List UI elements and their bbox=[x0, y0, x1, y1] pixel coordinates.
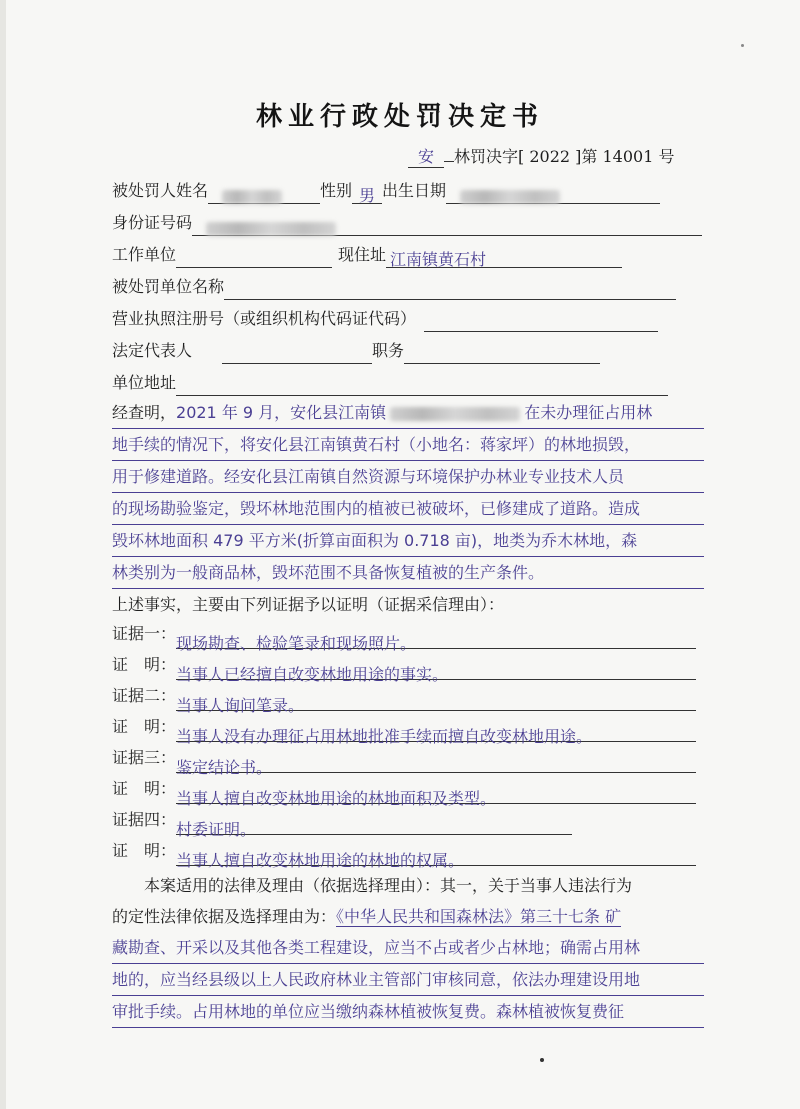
id-row bbox=[112, 210, 702, 236]
law-line: 地的，应当经县级以上人民政府林业主管部门审核同意，依法办理建设用地 bbox=[112, 964, 704, 996]
facts-lead: 经查明， bbox=[112, 403, 177, 422]
evidence-row: 证据三：鉴定结论书。 bbox=[112, 742, 704, 773]
facts-line: 毁坏林地面积 479 平方米(折算亩面积为 0.718 亩)，地类为乔木林地，森 bbox=[112, 525, 704, 557]
doc-region: 安 bbox=[408, 144, 444, 168]
address-value: 江南镇黄石村 bbox=[390, 250, 487, 269]
law-line: 本案适用的法律及理由（依据选择理由）：其一，关于当事人违法行为 bbox=[144, 876, 633, 895]
birth-label: 出生日期 bbox=[382, 181, 447, 200]
birth-field bbox=[446, 183, 660, 204]
work-field bbox=[176, 247, 332, 268]
evidence-value: 当事人已经擅自改变林地用途的事实。 bbox=[176, 665, 449, 684]
facts-line: 用于修建道路。经安化县江南镇自然资源与环境保护办林业专业技术人员 bbox=[112, 461, 704, 493]
redacted-birth bbox=[460, 190, 560, 204]
facts-line: 经查明，2021 年 9 月，安化县江南镇 在未办理征占用林 bbox=[112, 397, 704, 429]
unit-address-row bbox=[112, 370, 668, 396]
gender-label: 性别 bbox=[320, 181, 353, 200]
evidence-value: 当事人擅自改变林地用途的林地面积及类型。 bbox=[176, 789, 497, 808]
doc-no-label: 第 bbox=[581, 147, 598, 166]
evidence-value: 当事人询问笔录。 bbox=[176, 696, 305, 715]
id-field bbox=[192, 215, 702, 236]
unit-address-label: 单位地址 bbox=[112, 373, 177, 392]
position-label: 职务 bbox=[372, 341, 405, 360]
evidence-value: 鉴定结论书。 bbox=[176, 758, 273, 777]
address-label: 现住址 bbox=[338, 245, 387, 264]
redacted-party bbox=[390, 407, 520, 421]
license-row bbox=[112, 306, 658, 332]
evidence-intro: 上述事实，主要由下列证据予以证明（证据采信理由）： bbox=[112, 595, 505, 614]
redacted-id bbox=[206, 222, 336, 236]
scan-speck bbox=[540, 1058, 544, 1062]
law-line: 的定性法律依据及选择理由为：《中华人民共和国森林法》第三十七条 矿 bbox=[112, 907, 622, 926]
document-title: 林业行政处罚决定书 bbox=[255, 102, 544, 132]
unit-name-row bbox=[112, 274, 676, 300]
law-paragraph bbox=[112, 870, 704, 1028]
evidence-row: 证 明：当事人擅自改变林地用途的林地面积及类型。 bbox=[112, 773, 704, 804]
evidence-row: 证 明：当事人已经擅自改变林地用途的事实。 bbox=[112, 649, 704, 680]
legal-rep-label: 法定代表人 bbox=[112, 341, 193, 360]
doc-prefix: 林罚决字 bbox=[454, 147, 519, 166]
position-field bbox=[404, 343, 600, 364]
legal-rep-field bbox=[222, 343, 372, 364]
evidence-value: 现场勘查、检验笔录和现场照片。 bbox=[176, 634, 417, 653]
facts-line: 林类别为一般商品林，毁坏范围不具备恢复植被的生产条件。 bbox=[112, 557, 704, 589]
scan-speck bbox=[741, 44, 744, 47]
id-label: 身份证号码 bbox=[112, 213, 193, 232]
unit-address-field bbox=[176, 375, 668, 396]
evidence-value: 村委证明。 bbox=[176, 820, 257, 839]
legal-rep-row bbox=[112, 338, 600, 364]
facts-line: 地手续的情况下，将安化县江南镇黄石村（小地名：蒋家坪）的林地损毁， bbox=[112, 429, 704, 461]
name-label: 被处罚人姓名 bbox=[112, 181, 209, 200]
law-line: 藏勘查、开采以及其他各类工程建设，应当不占或者少占林地；确需占用林 bbox=[112, 932, 704, 964]
redacted-name bbox=[222, 190, 282, 204]
doc-suffix: 号 bbox=[658, 147, 675, 166]
evidence-row: 证 明：当事人没有办理征占用林地批准手续而擅自改变林地用途。 bbox=[112, 711, 704, 742]
evidence-value: 当事人擅自改变林地用途的林地的权属。 bbox=[176, 851, 465, 870]
scan-edge bbox=[0, 0, 6, 1109]
license-field bbox=[424, 311, 658, 332]
name-row bbox=[112, 178, 660, 204]
work-row bbox=[112, 242, 622, 268]
unit-name-field bbox=[224, 279, 676, 300]
law-line: 审批手续。占用林地的单位应当缴纳森林植被恢复费。森林植被恢复费征 bbox=[112, 996, 704, 1028]
evidence-list bbox=[112, 618, 704, 870]
evidence-row: 证据一：现场勘查、检验笔录和现场照片。 bbox=[112, 618, 704, 649]
law-citation: 《中华人民共和国森林法》第三十七条 矿 bbox=[336, 907, 622, 926]
facts-paragraph bbox=[112, 397, 704, 620]
license-label: 营业执照注册号（或组织机构代码证代码） bbox=[112, 309, 417, 328]
evidence-row: 证据四：村委证明。 bbox=[112, 804, 704, 835]
gender-value: 男 bbox=[359, 186, 376, 205]
evidence-row: 证据二：当事人询问笔录。 bbox=[112, 680, 704, 711]
evidence-row: 证 明：当事人擅自改变林地用途的林地的权属。 bbox=[112, 835, 704, 866]
doc-year: [ 2022 ] bbox=[518, 147, 582, 166]
doc-number-value: 14001 bbox=[602, 147, 654, 166]
name-field bbox=[208, 183, 320, 204]
facts-line: 的现场勘验鉴定，毁坏林地范围内的植被已被破坏，已修建成了道路。造成 bbox=[112, 493, 704, 525]
document-number bbox=[408, 144, 675, 168]
work-label: 工作单位 bbox=[112, 245, 177, 264]
evidence-value: 当事人没有办理征占用林地批准手续而擅自改变林地用途。 bbox=[176, 727, 593, 746]
unit-name-label: 被处罚单位名称 bbox=[112, 277, 225, 296]
